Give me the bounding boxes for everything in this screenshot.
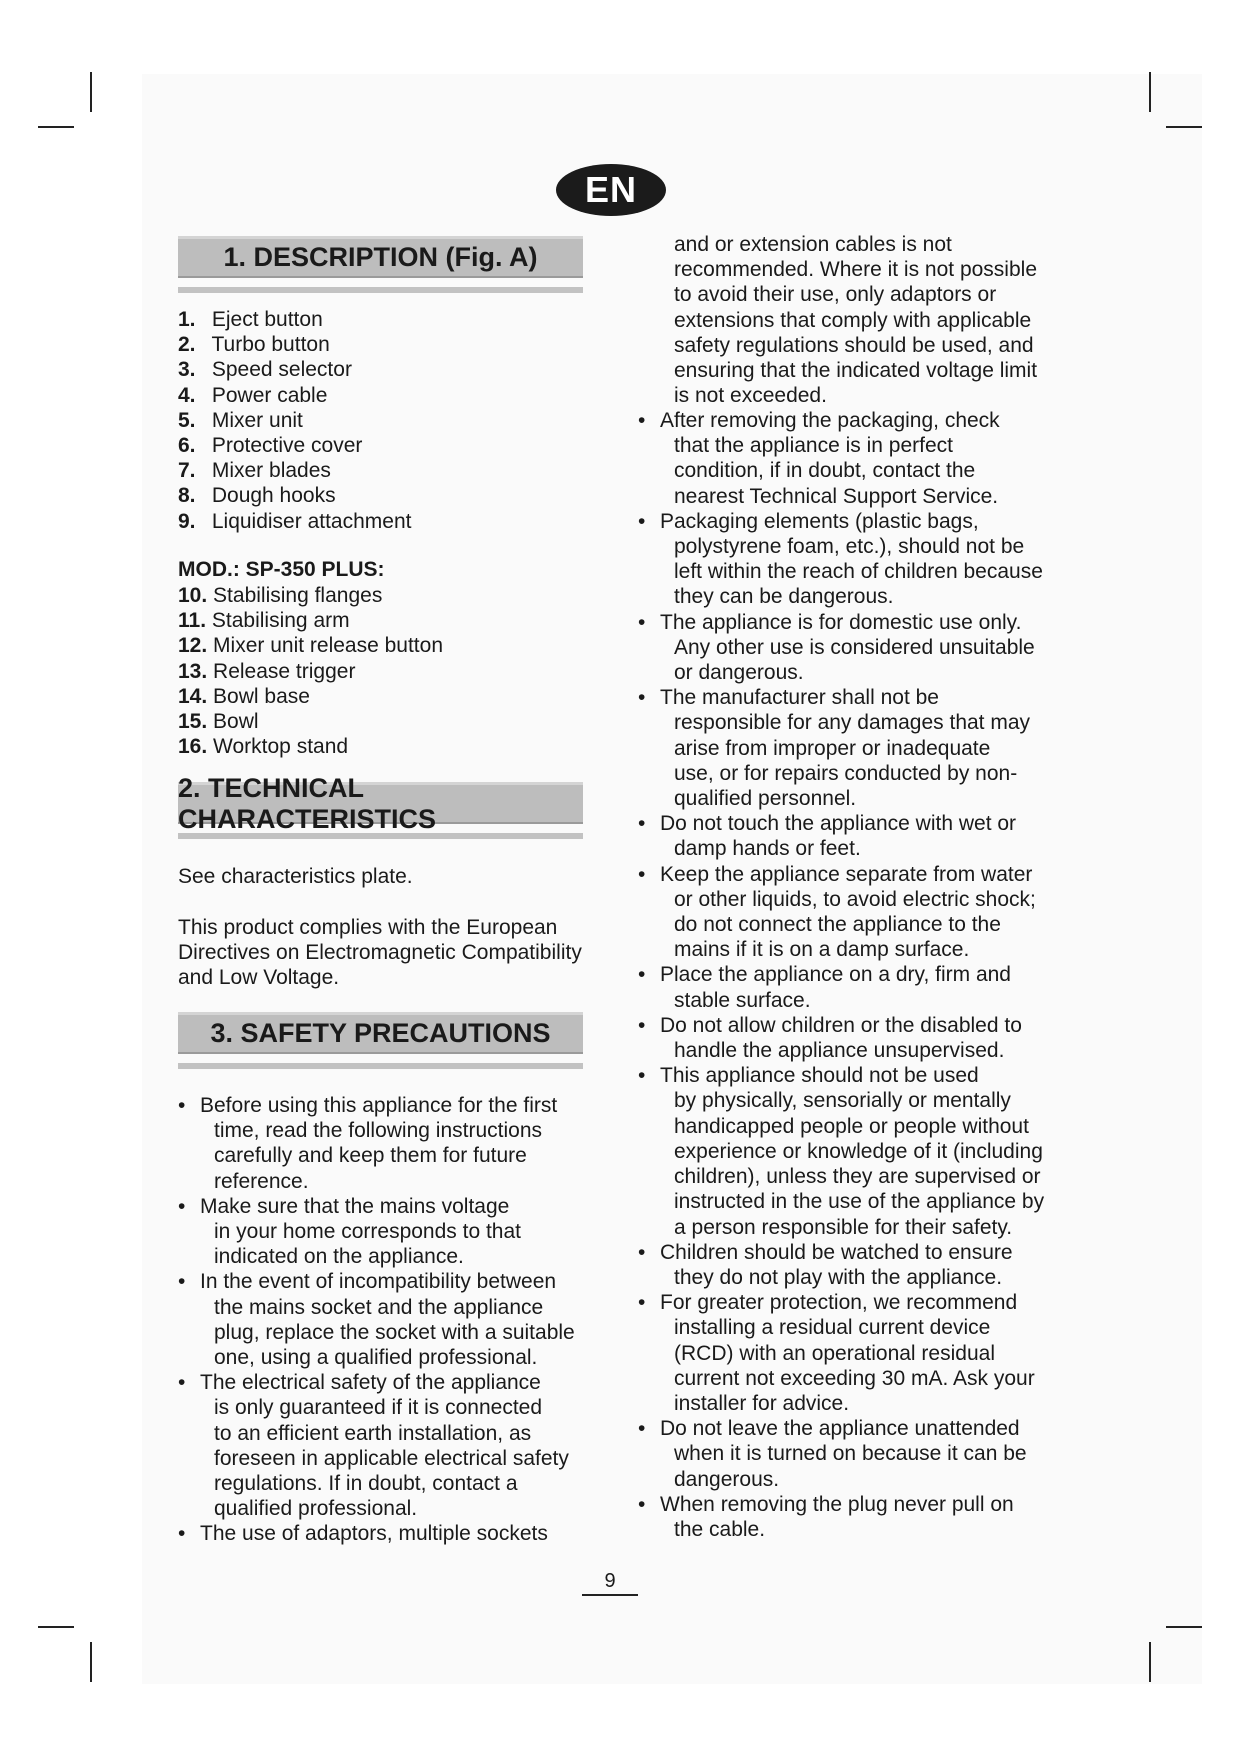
model-heading: MOD.: SP-350 PLUS:: [178, 558, 385, 581]
bullet-item: [178, 1521, 598, 1546]
bullet-line: or dangerous.: [674, 661, 804, 685]
list-item: [178, 583, 443, 608]
bullet-line: installer for advice.: [674, 1391, 850, 1415]
item-number: 13.: [178, 659, 208, 683]
bullet-line: regulations. If in doubt, contact a: [214, 1472, 518, 1496]
list-item: [178, 483, 411, 508]
bullet-line: dangerous.: [674, 1467, 780, 1491]
bullet-item: [638, 1492, 1078, 1542]
list-item: [178, 383, 411, 408]
language-badge: EN: [556, 164, 666, 216]
item-number: 11.: [178, 609, 207, 633]
bullet-line: condition, if in doubt, contact the: [674, 459, 976, 483]
bullet-line: that the appliance is in perfect: [674, 434, 954, 458]
bullet-line: experience or knowledge of it (including: [674, 1139, 1043, 1163]
item-number: 6.: [178, 434, 196, 458]
bullet-line: when it is turned on because it can be: [674, 1442, 1027, 1466]
bullet-item: [638, 685, 1078, 811]
bullet-line: • This appliance should not be used: [660, 1064, 979, 1088]
list-item: [178, 509, 411, 534]
continuation-line: recommended. Where it is not possible: [674, 258, 1037, 282]
safety-list-right: [638, 408, 1078, 1542]
item-label: Protective cover: [211, 434, 363, 458]
item-label: Mixer blades: [211, 459, 331, 483]
crop-mark-bottom-right-h: [1166, 1626, 1202, 1628]
bullet-item: [638, 1290, 1078, 1416]
item-label: Turbo button: [211, 333, 330, 357]
bullet-item: [638, 962, 1078, 1012]
item-label: Bowl base: [213, 684, 310, 708]
bullet-item: [638, 862, 1078, 963]
bullet-line: reference.: [214, 1169, 309, 1193]
item-number: 10.: [178, 584, 208, 607]
section-rule: [178, 287, 583, 293]
bullet-line: carefully and keep them for future: [214, 1144, 527, 1168]
bullet-line: • The use of adaptors, multiple sockets: [200, 1522, 548, 1546]
bullet-line: a person responsible for their safety.: [674, 1215, 1013, 1239]
section-rule: [178, 1063, 583, 1069]
bullet-item: [638, 408, 1078, 509]
bullet-line: nearest Technical Support Service.: [674, 484, 999, 508]
continuation-line: safety regulations should be used, and: [674, 333, 1034, 357]
bullet-line: polystyrene foam, etc.), should not be: [674, 535, 1025, 559]
bullet-line: the mains socket and the appliance: [214, 1295, 544, 1319]
bullet-line: do not connect the appliance to the: [674, 913, 1001, 937]
bullet-line: • Children should be watched to ensure: [660, 1240, 1013, 1264]
crop-mark-bottom-left-v: [90, 1642, 92, 1682]
bullet-line: • Place the appliance on a dry, firm and: [660, 963, 1011, 987]
crop-mark-top-left-h: [38, 126, 74, 128]
paragraph-line: and Low Voltage.: [178, 966, 340, 990]
section-heading-description: 1. DESCRIPTION (Fig. A): [178, 236, 583, 278]
crop-mark-top-right-v: [1149, 72, 1151, 112]
list-item: [178, 332, 411, 357]
bullet-line: they can be dangerous.: [674, 585, 894, 609]
bullet-line: • Packaging elements (plastic bags,: [660, 509, 979, 533]
bullet-line: • Do not touch the appliance with wet or: [660, 812, 1017, 836]
continuation-line: to avoid their use, only adaptors or: [674, 283, 997, 307]
item-number: 1.: [178, 308, 196, 331]
continuation-line: is not exceeded.: [674, 384, 827, 408]
bullet-line: • In the event of incompatibility between: [200, 1270, 557, 1294]
item-label: Stabilising flanges: [213, 584, 383, 607]
list-item: [178, 608, 443, 633]
bullet-line: instructed in the use of the appliance by: [674, 1190, 1045, 1214]
item-number: 16.: [178, 735, 208, 759]
model-parts-list: [178, 583, 443, 759]
bullet-line: • Keep the appliance separate from water: [660, 862, 1033, 886]
bullet-line: arise from improper or inadequate: [674, 736, 991, 760]
bullet-item: [178, 1269, 598, 1370]
bullet-line: or other liquids, to avoid electric shock;: [674, 887, 1036, 911]
bullet-line: handicapped people or people without: [674, 1114, 1029, 1138]
bullet-line: • Make sure that the mains voltage: [200, 1194, 510, 1218]
item-label: Mixer unit: [211, 408, 303, 432]
bullet-line: time, read the following instructions: [214, 1119, 542, 1143]
list-item: [178, 709, 443, 734]
bullet-item: [638, 1013, 1078, 1063]
item-label: Speed selector: [211, 358, 352, 382]
bullet-item: [638, 509, 1078, 610]
bullet-line: • Do not allow children or the disabled to: [660, 1013, 1022, 1037]
bullet-line: • The electrical safety of the appliance: [200, 1371, 541, 1395]
bullet-line: is only guaranteed if it is connected: [214, 1396, 543, 1420]
list-item: [178, 408, 411, 433]
list-item: [178, 458, 411, 483]
item-label: Eject button: [211, 308, 323, 331]
item-number: 3.: [178, 358, 196, 382]
list-item: [178, 684, 443, 709]
bullet-line: • After removing the packaging, check: [660, 409, 1000, 432]
bullet-item: [638, 1240, 1078, 1290]
description-list: [178, 307, 411, 534]
section-rule: [178, 833, 583, 839]
list-item: [178, 633, 443, 658]
section-heading-safety: 3. SAFETY PRECAUTIONS: [178, 1012, 583, 1054]
bullet-line: installing a residual current device: [674, 1316, 991, 1340]
item-label: Stabilising arm: [211, 609, 350, 633]
crop-mark-top-right-h: [1166, 126, 1202, 128]
list-item: [178, 659, 443, 684]
list-item: [178, 357, 411, 382]
item-number: 15.: [178, 710, 208, 734]
item-label: Dough hooks: [211, 484, 336, 508]
continuation-line: and or extension cables is not: [674, 233, 952, 256]
compliance-paragraph: [178, 915, 588, 991]
list-item: [178, 734, 443, 759]
bullet-line: by physically, sensorially or mentally: [674, 1089, 1011, 1113]
bullet-line: (RCD) with an operational residual: [674, 1341, 995, 1365]
bullet-line: current not exceeding 30 mA. Ask your: [674, 1366, 1035, 1390]
item-label: Power cable: [211, 383, 328, 407]
bullet-line: • Do not leave the appliance unattended: [660, 1417, 1020, 1441]
item-label: Worktop stand: [213, 735, 349, 759]
bullet-line: damp hands or feet.: [674, 837, 861, 861]
page-number: 9: [582, 1570, 638, 1596]
safety-continuation: [674, 232, 1037, 408]
bullet-line: qualified personnel.: [674, 787, 857, 811]
item-number: 14.: [178, 684, 208, 708]
crop-mark-bottom-left-h: [38, 1626, 74, 1628]
safety-list-left: [178, 1093, 598, 1547]
item-label: Bowl: [213, 710, 259, 734]
item-label: Mixer unit release button: [213, 634, 444, 658]
item-label: Liquidiser attachment: [211, 509, 412, 533]
bullet-item: [638, 811, 1078, 861]
bullet-item: [178, 1093, 598, 1194]
paragraph-line: Directives on Electromagnetic Compatibility: [178, 941, 582, 965]
item-number: 9.: [178, 509, 196, 533]
bullet-line: handle the appliance unsupervised.: [674, 1039, 1005, 1063]
crop-mark-bottom-right-v: [1149, 1642, 1151, 1682]
bullet-item: [638, 1063, 1078, 1239]
crop-mark-top-left-v: [90, 72, 92, 112]
bullet-item: [638, 1416, 1078, 1492]
bullet-line: Any other use is considered unsuitable: [674, 635, 1035, 659]
item-number: 4.: [178, 383, 196, 407]
bullet-line: children), unless they are supervised or: [674, 1165, 1041, 1189]
bullet-line: • When removing the plug never pull on: [660, 1492, 1014, 1516]
paragraph-line: This product complies with the European: [178, 916, 558, 939]
bullet-line: responsible for any damages that may: [674, 711, 1031, 735]
bullet-line: • The appliance is for domestic use only.: [660, 610, 1022, 634]
bullet-line: indicated on the appliance.: [214, 1245, 464, 1269]
bullet-line: • For greater protection, we recommend: [660, 1291, 1018, 1315]
bullet-line: to an efficient earth installation, as: [214, 1421, 532, 1445]
bullet-line: one, using a qualified professional.: [214, 1346, 538, 1370]
list-item: [178, 307, 411, 332]
bullet-line: plug, replace the socket with a suitable: [214, 1320, 575, 1344]
item-number: 7.: [178, 459, 196, 483]
characteristics-plate-note: See characteristics plate.: [178, 865, 413, 888]
bullet-line: in your home corresponds to that: [214, 1220, 522, 1244]
list-item: [178, 433, 411, 458]
item-number: 12.: [178, 634, 208, 658]
bullet-line: they do not play with the appliance.: [674, 1265, 1003, 1289]
item-number: 5.: [178, 408, 196, 432]
item-number: 2.: [178, 333, 196, 357]
section-heading-technical: 2. TECHNICAL CHARACTERISTICS: [178, 782, 583, 824]
bullet-line: qualified professional.: [214, 1497, 418, 1521]
bullet-line: the cable.: [674, 1517, 766, 1541]
bullet-line: stable surface.: [674, 988, 811, 1012]
bullet-line: • Before using this appliance for the first: [200, 1094, 558, 1117]
bullet-line: left within the reach of children because: [674, 560, 1043, 584]
bullet-item: [178, 1194, 598, 1270]
bullet-line: mains if it is on a damp surface.: [674, 938, 970, 962]
continuation-line: extensions that comply with applicable: [674, 308, 1032, 332]
continuation-line: ensuring that the indicated voltage limit: [674, 359, 1038, 383]
bullet-line: • The manufacturer shall not be: [660, 686, 939, 710]
bullet-line: use, or for repairs conducted by non-: [674, 761, 1018, 785]
item-label: Release trigger: [213, 659, 356, 683]
bullet-item: [178, 1370, 598, 1521]
item-number: 8.: [178, 484, 196, 508]
bullet-line: foreseen in applicable electrical safety: [214, 1446, 569, 1470]
bullet-item: [638, 610, 1078, 686]
